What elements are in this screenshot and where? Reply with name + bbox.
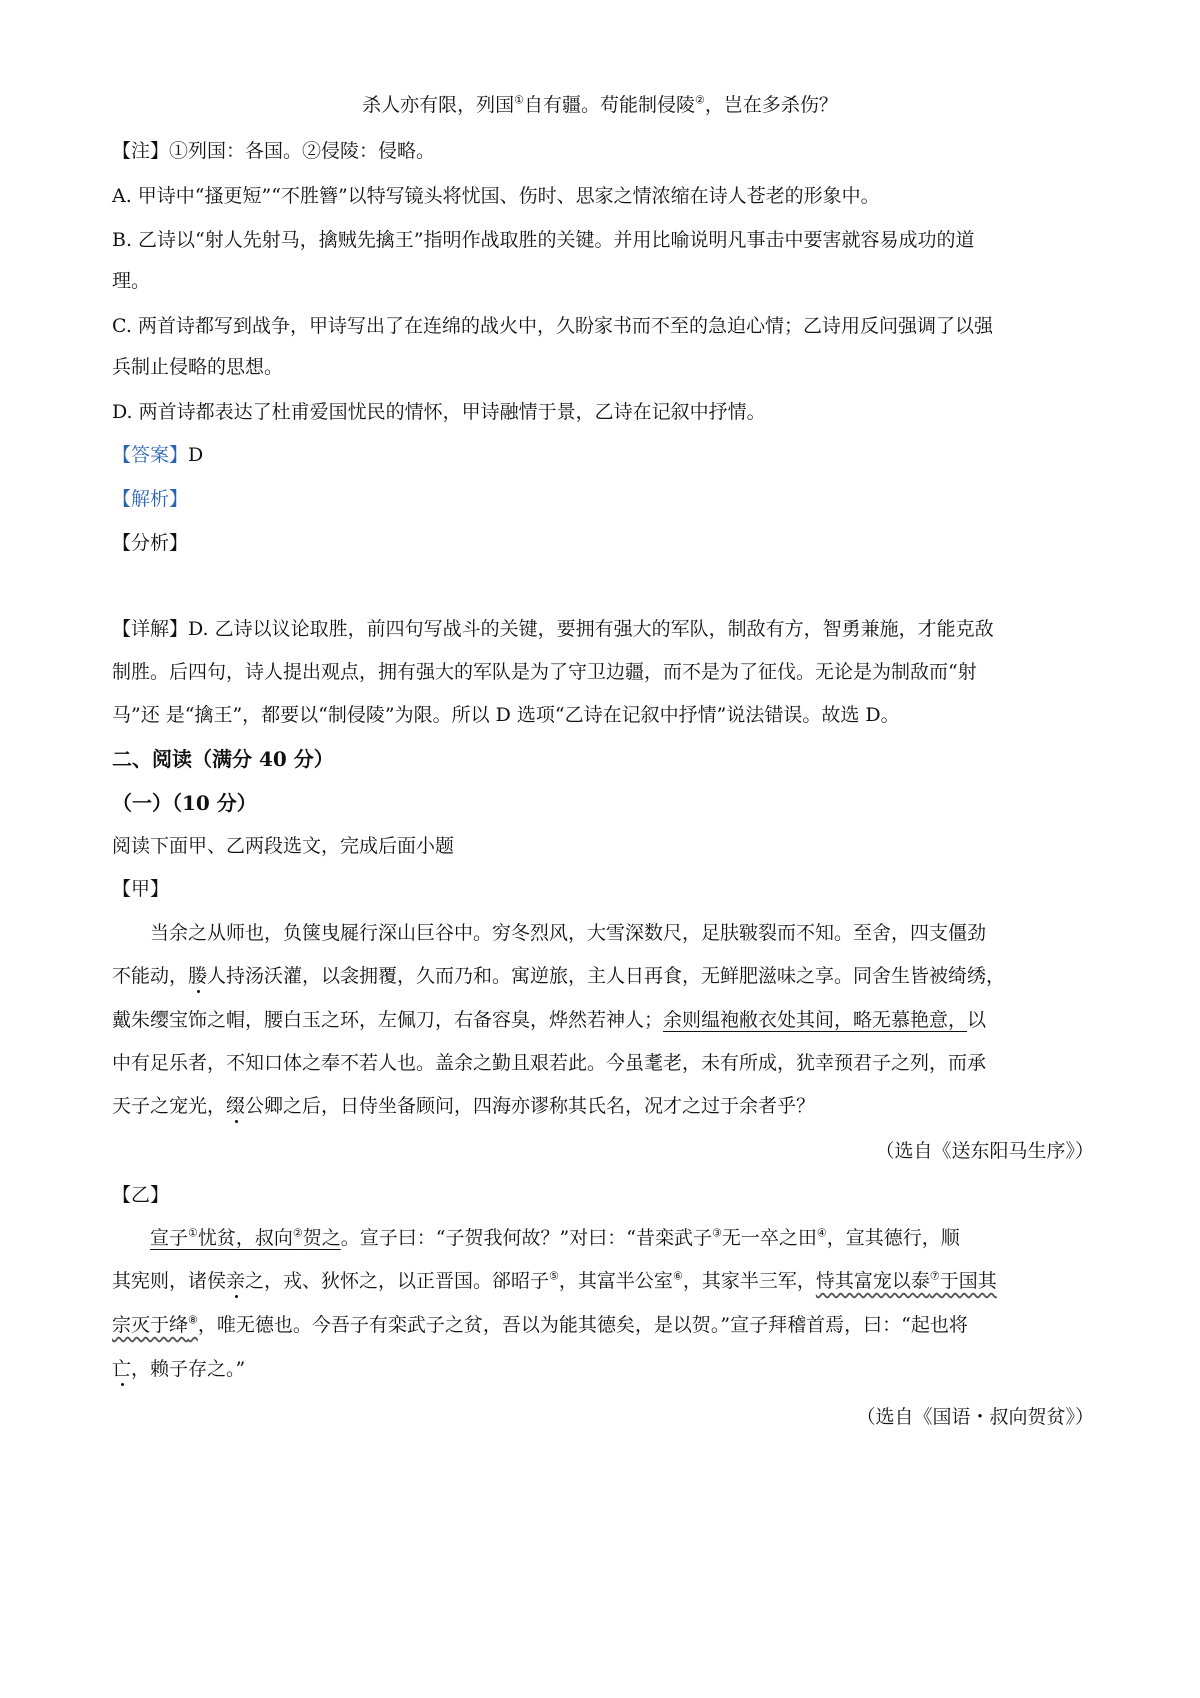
option-b-line-1: B. 乙诗以“射人先射马，擒贼先擒王”指明作战取胜的关键。并用比喻说明凡事击中要害就容易成功的道: [112, 229, 975, 251]
wavy-underlined-sentence: 恃其富宠以泰⑦于国其: [815, 1269, 997, 1292]
sub-title: （一）（10 分）: [112, 791, 257, 815]
yi-line-1: 宣子①忧贫，叔向②贺之。宣子曰：“子贺我何故？”对曰：“昔栾武子③无一卒之田④，宣其德行，顺: [150, 1226, 960, 1249]
jia-line-4: 中有足乐者，不知口体之奉不若人也。盖余之勤且艰若此。今虽耄老，未有所成，犹幸预君子之列，而承: [112, 1052, 987, 1074]
fenxi-label: 【分析】: [112, 532, 189, 554]
underlined-sentence: 余则缊袍敝衣处其间，略无慕艳意，: [663, 1009, 968, 1031]
yi-line-3: 宗灭于绛⑧，唯无德也。今吾子有栾武子之贫，吾以为能其德矣，是以贺。”宣子拜稽首焉，曰：“起也将: [112, 1313, 968, 1336]
detail-line-3: 马”还 是“擒王”，都要以“制侵陵”为限。所以 D 选项“乙诗在记叙中抒情”说法错误。故选 D。: [112, 704, 900, 726]
underlined-sentence: 宣子①忧贫，叔向②贺之: [150, 1226, 341, 1249]
emphasis-dot-char: 缀: [226, 1095, 246, 1117]
jia-source: （选自《送东阳马生序》）: [875, 1140, 1094, 1162]
poem-line: 杀人亦有限，列国①自有疆。苟能制侵陵②，岂在多杀伤？: [362, 93, 838, 116]
detail-line-2: 制胜。后四句，诗人提出观点，拥有强大的军队是为了守卫边疆，而不是为了征伐。无论是为制敌而“射: [112, 661, 977, 683]
answer-label: 【答案】: [112, 444, 189, 466]
emphasis-dot-char: 亡: [112, 1358, 132, 1380]
emphasis-dot-char: 亲: [226, 1270, 246, 1292]
wavy-underlined-sentence: 宗灭于绛⑧: [112, 1313, 198, 1336]
jia-line-3: 戴朱缨宝饰之帽，腰白玉之环，左佩刀，右备容臭，烨然若神人；余则缊袍敝衣处其间，略无慕艳意，以: [112, 1009, 987, 1031]
option-a: A. 甲诗中“搔更短”“不胜簪”以特写镜头将忧国、伤时、思家之情浓缩在诗人苍老的形象中。: [112, 185, 880, 207]
option-c-line-1: C. 两首诗都写到战争，甲诗写出了在连绵的战火中，久盼家书而不至的急迫心情；乙诗用反问强调了以强: [112, 315, 993, 337]
jia-label: 【甲】: [112, 878, 170, 900]
yi-line-2: 其宪则，诸侯亲之，戎、狄怀之，以正晋国。郤昭子⑤，其富半公室⑥，其家半三军，恃其富宠以泰⑦于国其: [112, 1269, 997, 1292]
detail-line-1: 【详解】D. 乙诗以议论取胜，前四句写战斗的关键，要拥有强大的军队，制敌有方，智勇兼施，才能克敌: [112, 618, 994, 640]
jia-line-5: 天子之宠光，缀公卿之后，日侍坐备顾问，四海亦谬称其氏名，况才之过于余者乎？: [112, 1095, 816, 1117]
yi-source: （选自《国语・叔向贺贫》）: [856, 1406, 1094, 1428]
yi-label: 【乙】: [112, 1184, 170, 1206]
instruction: 阅读下面甲、乙两段选文，完成后面小题: [112, 835, 455, 857]
answer-line: [112, 440, 203, 470]
emphasis-dot-char: 媵: [188, 965, 208, 987]
option-b-line-2: 理。: [112, 270, 151, 292]
jia-line-2: 不能动，媵人持汤沃灌，以衾拥覆，久而乃和。寓逆旅，主人日再食，无鲜肥滋味之享。同舍生皆被绮绣，: [112, 965, 1006, 987]
section-title: 二、阅读（满分 40 分）: [112, 747, 334, 771]
jia-line-1: 当余之从师也，负箧曳屣行深山巨谷中。穷冬烈风，大雪深数尺，足肤皲裂而不知。至舍，四支僵劲: [150, 922, 987, 944]
option-d: D. 两首诗都表达了杜甫爱国忧民的情怀，甲诗融情于景，乙诗在记叙中抒情。: [112, 401, 766, 423]
answer-value: D: [188, 444, 204, 466]
yi-line-4: 亡，赖子存之。”: [112, 1358, 246, 1380]
poem-note: 【注】①列国：各国。②侵陵：侵略。: [112, 140, 436, 162]
option-c-line-2: 兵制止侵略的思想。: [112, 356, 284, 378]
analysis-label: 【解析】: [112, 488, 189, 510]
